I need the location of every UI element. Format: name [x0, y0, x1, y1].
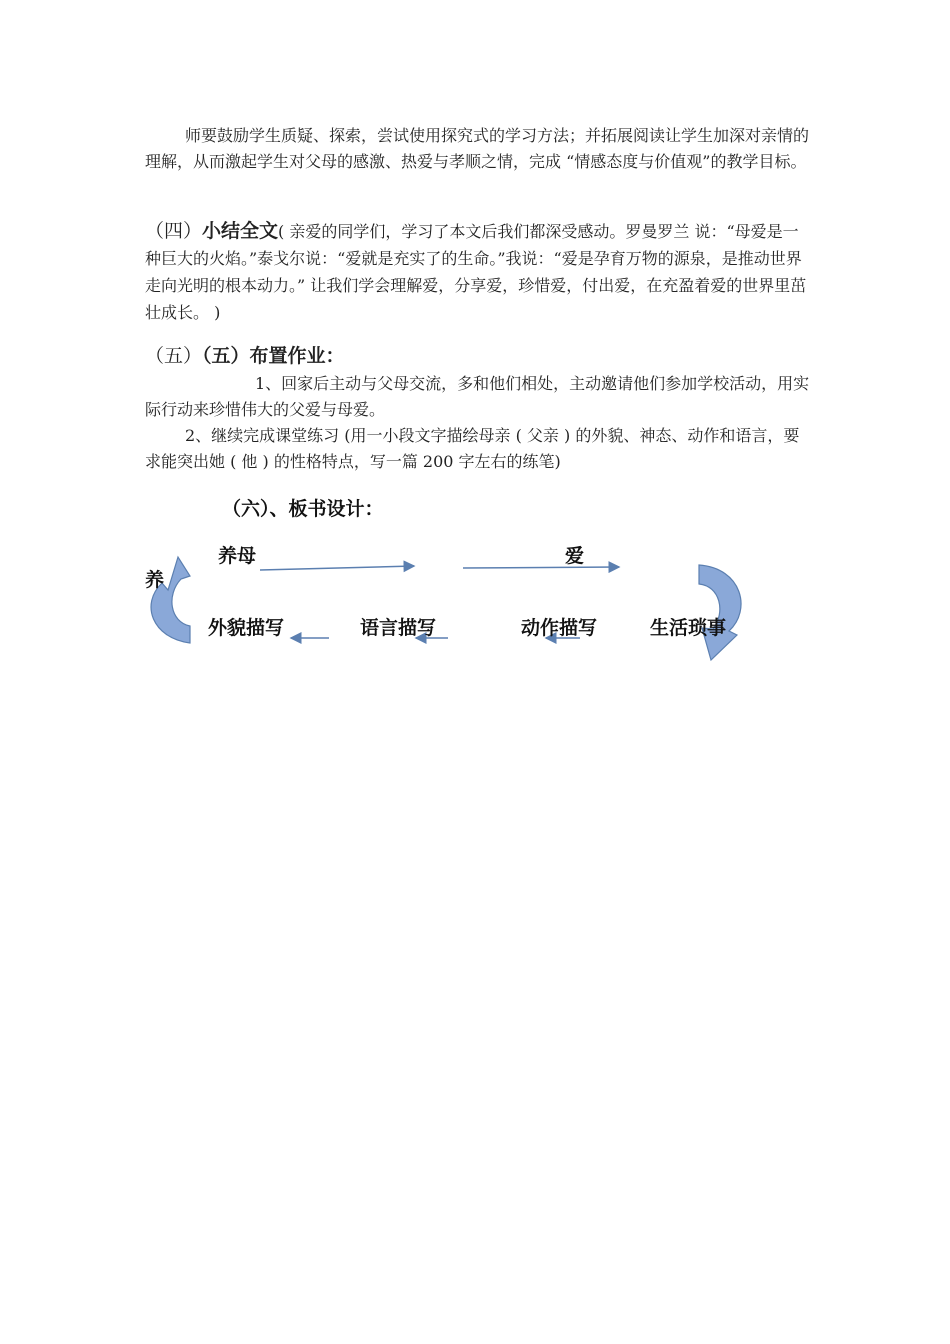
section5-number: （五） — [145, 345, 203, 367]
board-item-daily-life: 生活琐事 — [650, 617, 727, 639]
homework-item-1: 1、回家后主动与父母交流，多和他们相处，主动邀请他们参加学校活动，用实际行动来珍惜伟大的父爱与母爱。 — [145, 374, 810, 419]
section4-number: （四） — [145, 220, 203, 242]
section5-title: （五）布置作业： — [202, 345, 345, 367]
section3-text: 师要鼓励学生质疑、探索，尝试使用探究式的学习方法；并拓展阅读让学生加深对亲情的理解，从而激起学生对父母的感激、热爱与孝顺之情，完成 “情感态度与价值观”的教学目标。 — [145, 126, 810, 171]
board-left-edge-label: 养 — [145, 569, 165, 591]
arrow-top-right — [463, 567, 619, 568]
board-top-left-label: 养母 — [218, 545, 257, 567]
homework-item-2: 2、继续完成课堂练习 (用一小段文字描绘母亲 ( 父亲 ) 的外貌、神态、动作和语言，要求能突出她 ( 他 ) 的性格特点，写一篇 200 字左右的练笔) — [145, 426, 800, 471]
arrow-top-left — [260, 566, 414, 570]
board-item-appearance: 外貌描写 — [208, 617, 285, 639]
section6-title: （六）、板书设计： — [222, 498, 384, 520]
section4-title: 小结全文 — [202, 220, 279, 242]
board-top-right-label: 爱 — [565, 545, 585, 567]
board-item-action: 动作描写 — [521, 617, 598, 639]
section4-text: ( 亲爱的同学们，学习了本文后我们都深受感动。罗曼罗兰 说：“母爱是一种巨大的火焰。”泰戈尔说：“爱就是充实了的生命。”我说：“爱是孕育万物的源泉，是推动世界走向光明的根本动力。” 让我们学会理解爱，分享爱，珍惜爱，付出爱，在充盈着爱的世界里茁壮成长。 ) — [145, 222, 807, 322]
board-item-language: 语言描写 — [360, 617, 437, 639]
